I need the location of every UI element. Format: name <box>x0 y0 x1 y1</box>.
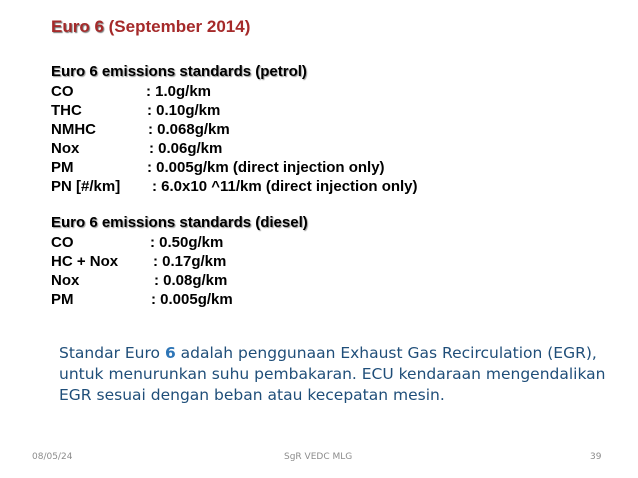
petrol-row-value: : 1.0g/km <box>146 83 212 100</box>
petrol-row-value: : 6.0x10 ^11/km (direct injection only) <box>152 178 418 195</box>
petrol-row-value: : 0.068g/km <box>148 121 230 138</box>
petrol-row-key: THC <box>51 102 82 119</box>
egr-note-body: adalah penggunaan Exhaust Gas Recirculation (EGR), untuk menurunkan suhu pembakaran. ECU kendaraan mengendalikan EGR sesuai dengan beban atau kecepatan mesin. <box>59 344 606 404</box>
egr-note <box>59 343 619 406</box>
diesel-row-value: : 0.08g/km <box>154 272 228 289</box>
diesel-row-key: PM <box>51 291 74 308</box>
petrol-row-key: NMHC <box>51 121 96 138</box>
slide-title <box>51 17 250 37</box>
footer-page-number: 39 <box>590 452 602 462</box>
diesel-heading: Euro 6 emissions standards (diesel) <box>51 214 308 231</box>
egr-note-start: Standar Euro <box>59 344 165 362</box>
footer-center: SgR VEDC MLG <box>284 452 353 462</box>
petrol-row-key: Nox <box>51 140 80 157</box>
diesel-row-value: : 0.005g/km <box>151 291 233 308</box>
diesel-row-value: : 0.50g/km <box>150 234 224 251</box>
egr-note-highlight: 6 <box>164 344 176 362</box>
diesel-row-value: : 0.17g/km <box>153 253 227 270</box>
petrol-heading: Euro 6 emissions standards (petrol) <box>51 63 307 80</box>
petrol-row-key: CO <box>51 83 74 100</box>
diesel-row-key: CO <box>51 234 74 251</box>
diesel-row-key: Nox <box>51 272 80 289</box>
petrol-row-key: PM <box>51 159 74 176</box>
petrol-row-key: PN [#/km] <box>51 178 121 195</box>
petrol-row-value: : 0.005g/km (direct injection only) <box>147 159 385 176</box>
petrol-row-value: : 0.10g/km <box>147 102 221 119</box>
slide-title-euro: Euro 6 <box>51 17 104 36</box>
petrol-row-value: : 0.06g/km <box>149 140 223 157</box>
footer-date: 08/05/24 <box>32 452 73 462</box>
slide-title-date: (September 2014) <box>103 17 251 36</box>
diesel-row-key: HC + Nox <box>51 253 119 270</box>
